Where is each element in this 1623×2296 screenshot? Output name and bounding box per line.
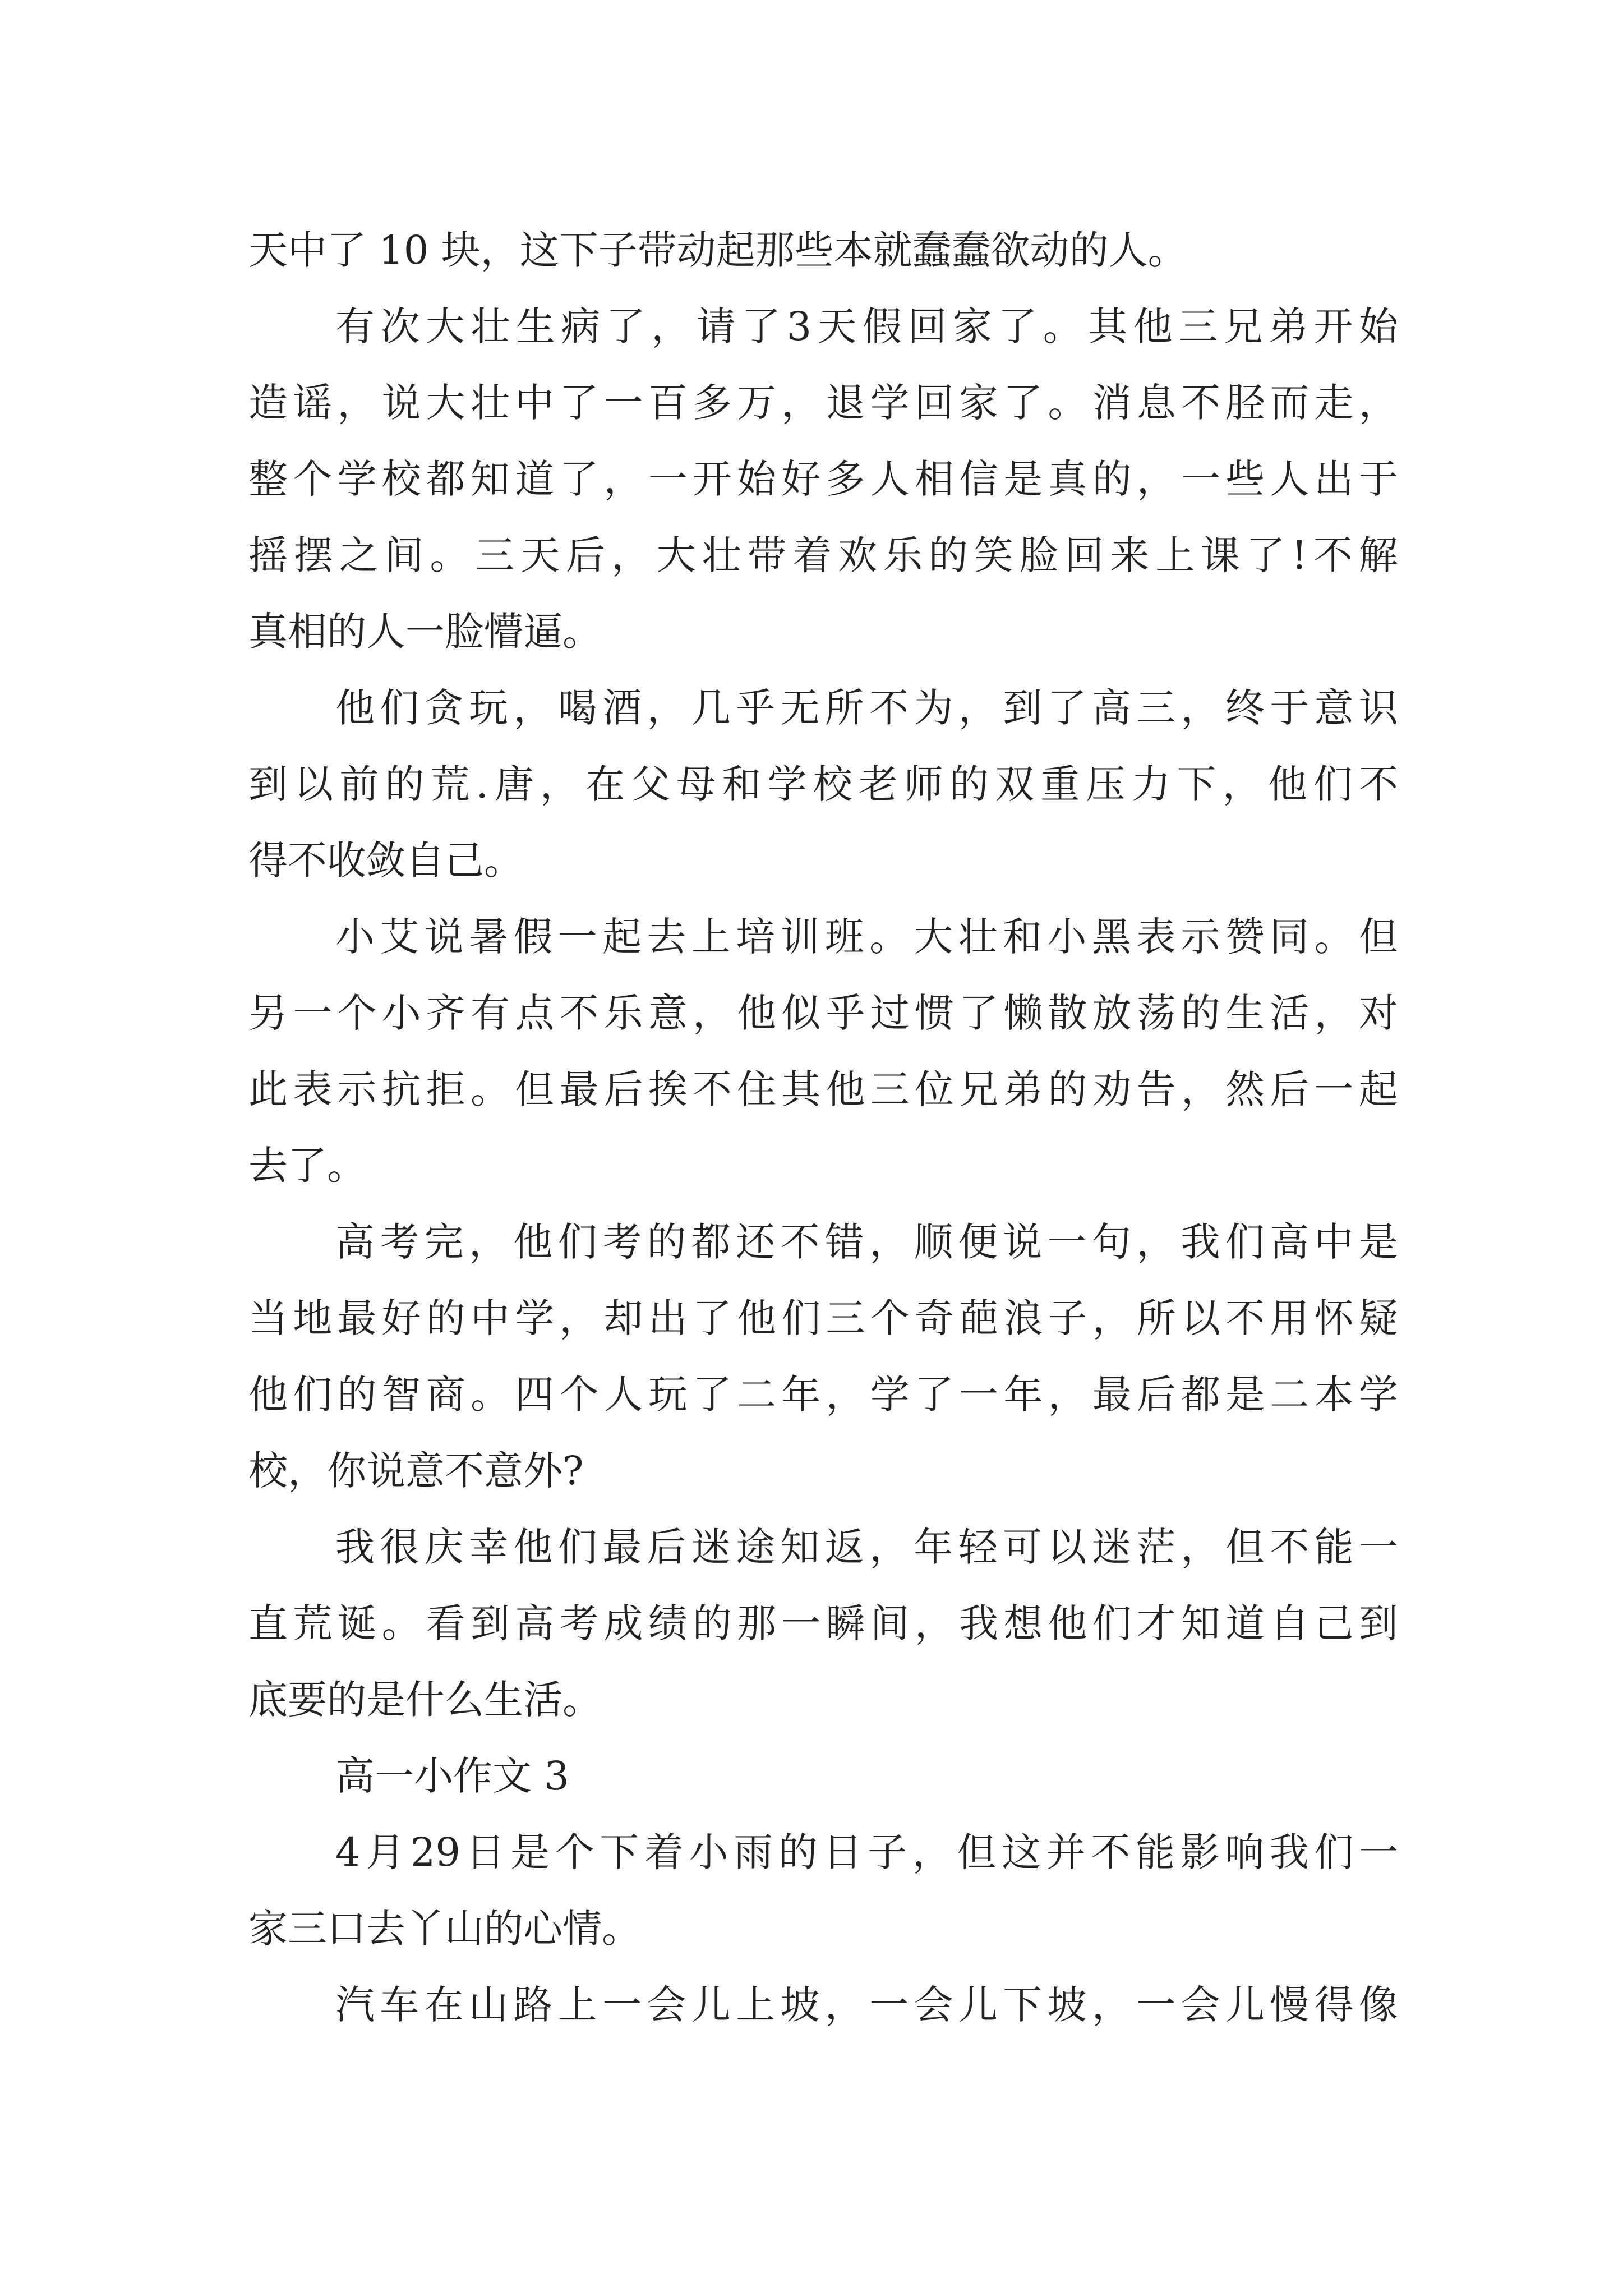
text-line: 高一小作文 3: [335, 1753, 569, 1799]
text-line: 造 谣 ， 说 大 壮 中 了 一 百 多 万 ， 退 学 回 家 了 。 消 息 不 胫 而 走 ，: [248, 380, 1398, 426]
text-line: 此 表 示 抗 拒 。 但 最 后 挨 不 住 其 他 三 位 兄 弟 的 劝 告 ， 然 后 一 起: [248, 1066, 1398, 1112]
text-line: 另 一 个 小 齐 有 点 不 乐 意 ， 他 似 乎 过 惯 了 懒 散 放 荡 的 生 活 ， 对: [248, 990, 1398, 1036]
text-line: 高 考 完 ， 他 们 考 的 都 还 不 错 ， 顺 便 说 一 句 ， 我 们 高 中 是: [335, 1219, 1398, 1265]
text-line: 整 个 学 校 都 知 道 了 ， 一 开 始 好 多 人 相 信 是 真 的 ， 一 些 人 出 于: [248, 456, 1398, 502]
text-line: 天中了 10 块，这下子带动起那些本就蠢蠢欲动的人。: [248, 227, 1187, 273]
text-line: 真相的人一脸懵逼。: [248, 609, 602, 655]
text-line: 去了。: [248, 1143, 366, 1189]
text-line: 小 艾 说 暑 假 一 起 去 上 培 训 班 。 大 壮 和 小 黑 表 示 赞 同 。 但: [335, 914, 1398, 960]
text-line: 他 们 的 智 商 。 四 个 人 玩 了 二 年 ， 学 了 一 年 ， 最 后 都 是 二 本 学: [248, 1372, 1398, 1418]
text-line: 摇 摆 之 间 。 三 天 后 ， 大 壮 带 着 欢 乐 的 笑 脸 回 来 上 课 了 ! 不 解: [248, 532, 1398, 578]
text-line: 直 荒 诞 。 看 到 高 考 成 绩 的 那 一 瞬 间 ， 我 想 他 们 才 知 道 自 己 到: [248, 1600, 1398, 1646]
document-body: [248, 212, 1398, 2043]
text-line: 底要的是什么生活。: [248, 1677, 602, 1723]
text-line: 汽 车 在 山 路 上 一 会 儿 上 坡 ， 一 会 儿 下 坡 ， 一 会 儿 慢 得 像: [335, 1982, 1398, 2028]
text-line: 校，你说意不意外?: [248, 1448, 584, 1494]
text-line: 家三口去丫山的心情。: [248, 1906, 641, 1952]
text-line: 有 次 大 壮 生 病 了 ， 请 了 3 天 假 回 家 了 。 其 他 三 兄 弟 开 始: [335, 303, 1398, 349]
text-line: 我 很 庆 幸 他 们 最 后 迷 途 知 返 ， 年 轻 可 以 迷 茫 ， 但 不 能 一: [335, 1524, 1398, 1570]
text-line: 当 地 最 好 的 中 学 ， 却 出 了 他 们 三 个 奇 葩 浪 子 ， 所 以 不 用 怀 疑: [248, 1295, 1398, 1341]
text-line: 得不收敛自己。: [248, 838, 523, 884]
text-line: 4 月 29 日 是 个 下 着 小 雨 的 日 子 ， 但 这 并 不 能 影 响 我 们 一: [335, 1829, 1398, 1875]
text-line: 他 们 贪 玩 ， 喝 酒 ， 几 乎 无 所 不 为 ， 到 了 高 三 ， 终 于 意 识: [335, 685, 1398, 731]
text-line: 到 以 前 的 荒 . 唐 ， 在 父 母 和 学 校 老 师 的 双 重 压 力 下 ， 他 们 不: [248, 761, 1398, 807]
